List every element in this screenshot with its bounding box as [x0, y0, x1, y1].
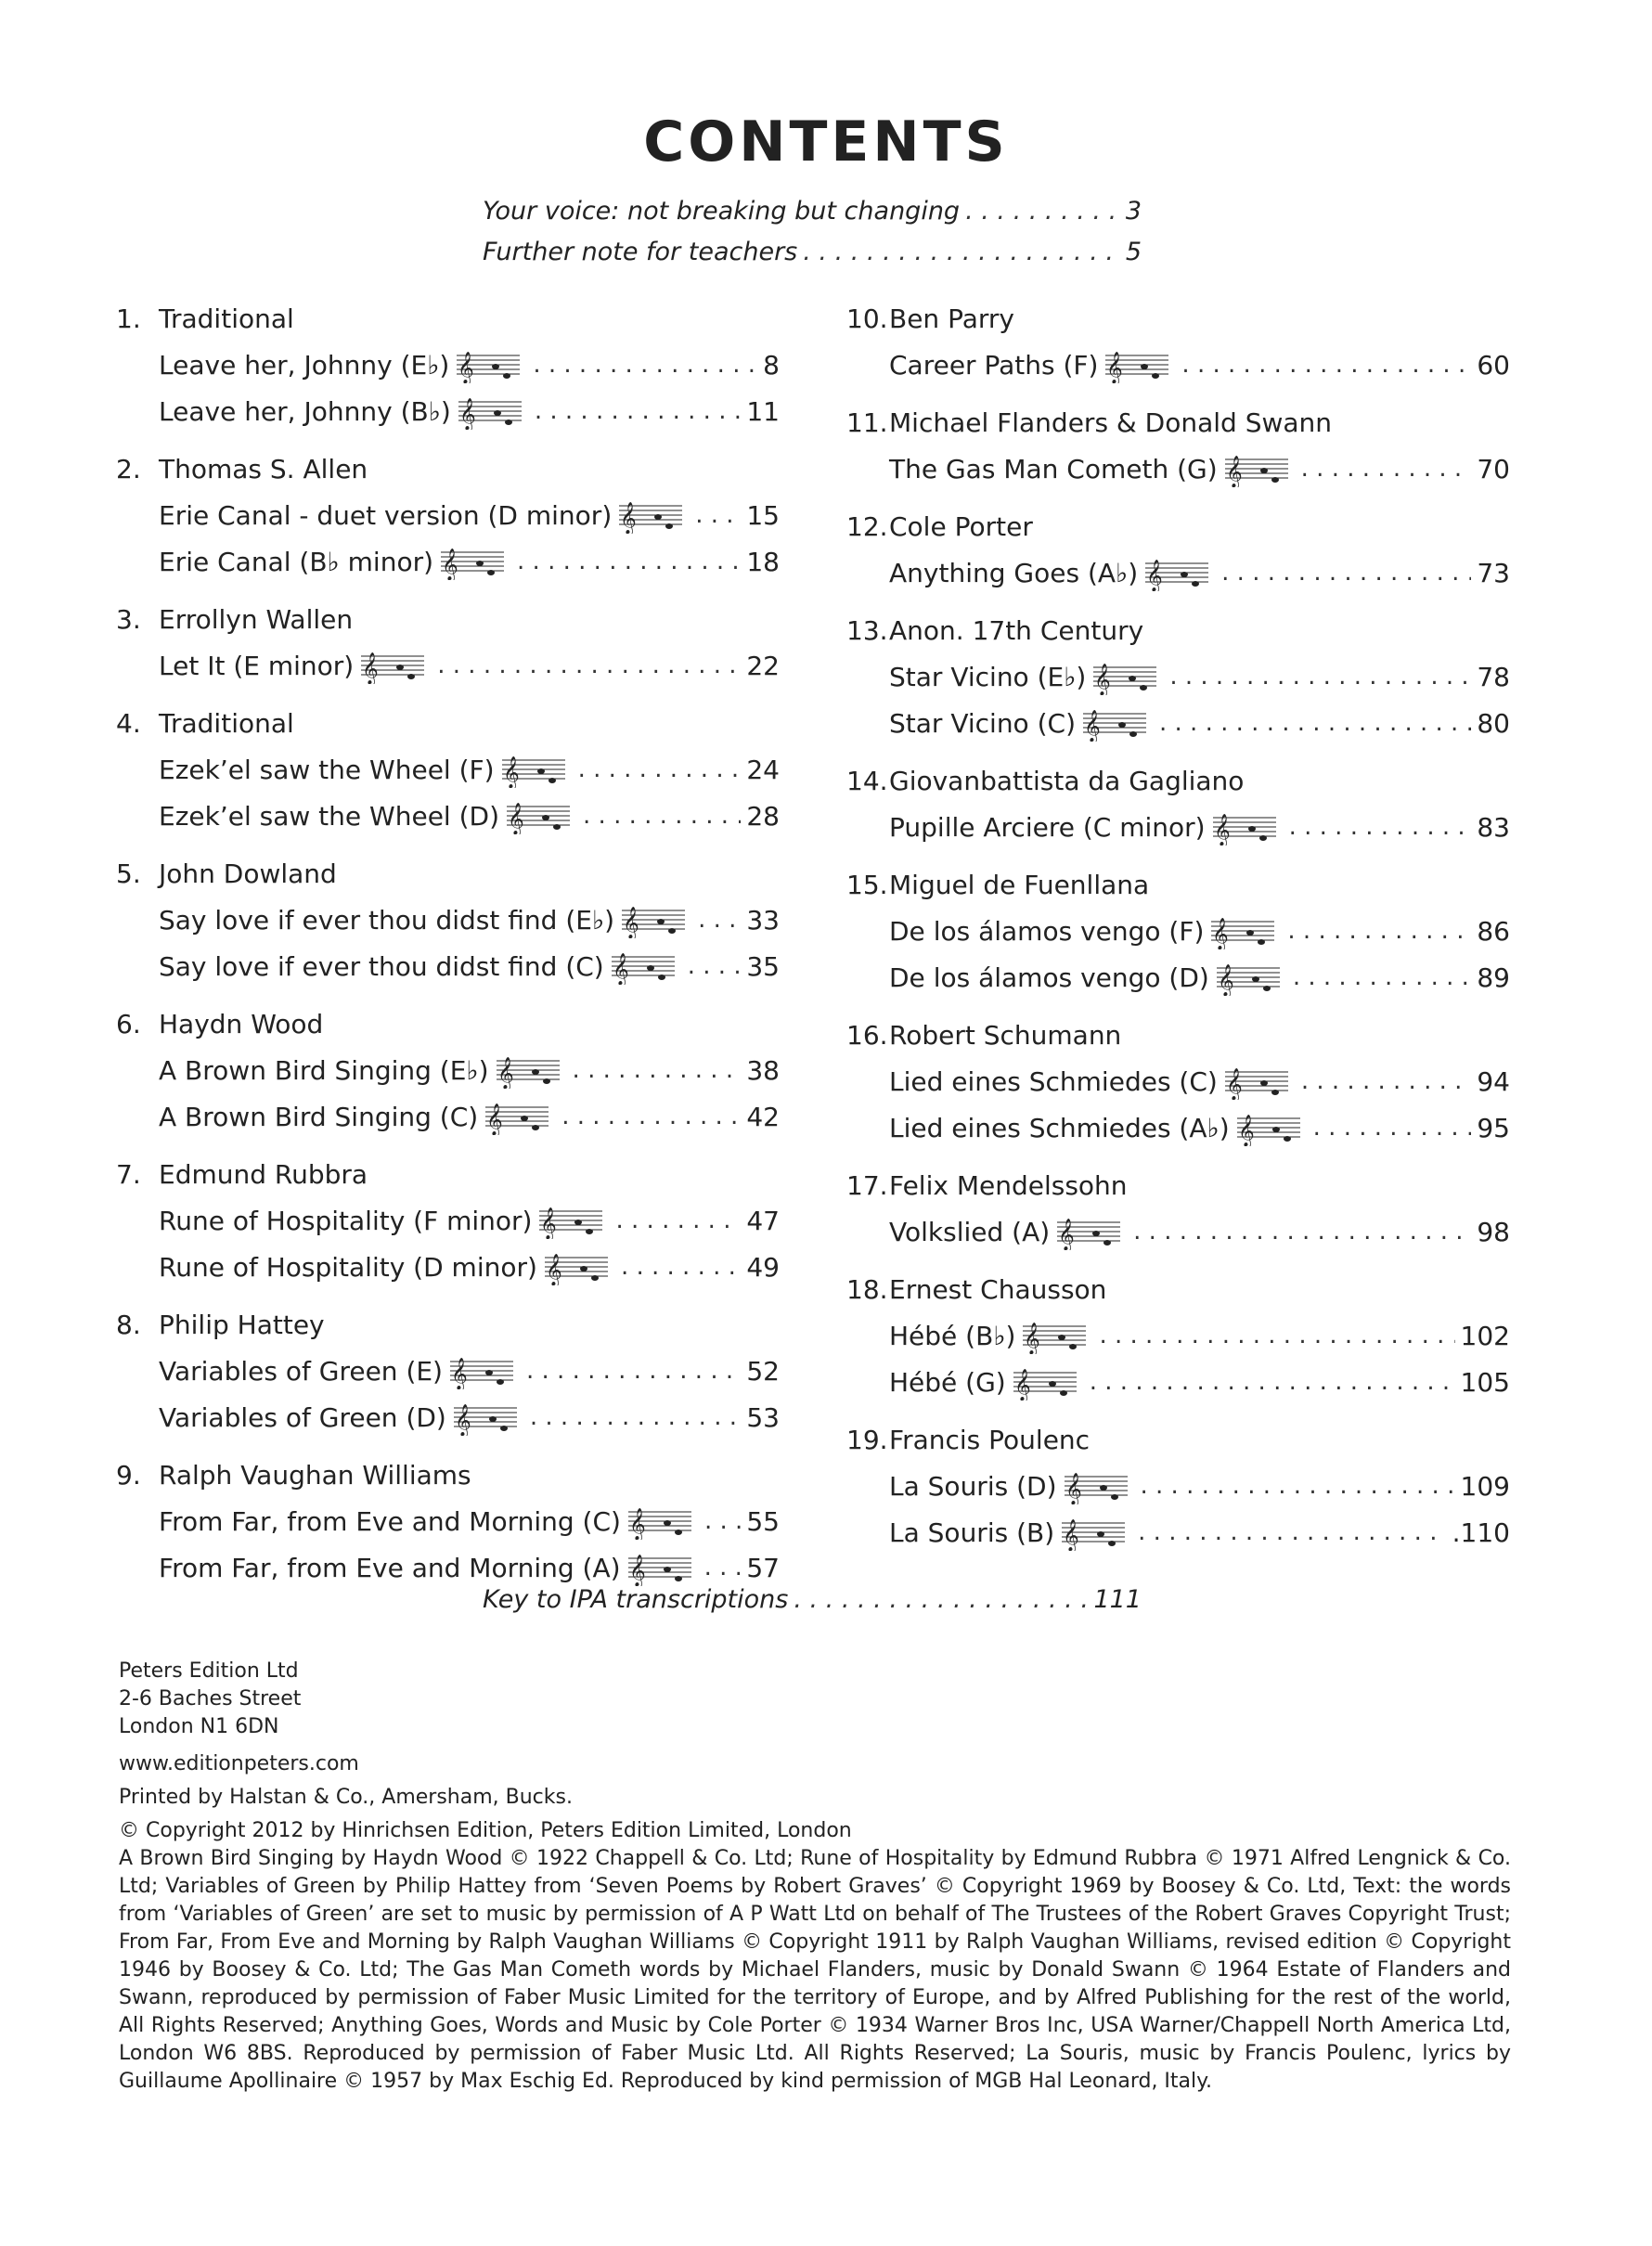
toc-page-number: 8: [763, 349, 780, 381]
toc-page-number: 94: [1477, 1065, 1510, 1097]
composer-name: Anon. 17th Century: [889, 614, 1144, 646]
publisher-street: 2-6 Baches Street: [119, 1687, 302, 1710]
toc-page-number: 49: [746, 1251, 780, 1283]
section-heading: [846, 295, 1510, 342]
piece-title: Leave her, Johnny (B♭): [159, 395, 451, 427]
section-number: 14.: [846, 765, 888, 796]
svg-text:𝄞: 𝄞: [1213, 814, 1231, 845]
piece-title: La Souris (D): [889, 1470, 1057, 1502]
dot-leader: [1159, 709, 1471, 737]
section-heading: [116, 1301, 780, 1348]
toc-intro-teachers[interactable]: [483, 238, 1142, 278]
section-number: 15.: [846, 869, 888, 900]
piece-title: Anything Goes (A♭): [889, 557, 1139, 588]
toc-page-number: 24: [746, 754, 780, 785]
toc-entry[interactable]: [889, 1312, 1510, 1359]
svg-text:𝄞: 𝄞: [442, 549, 458, 580]
toc-entry[interactable]: [889, 804, 1510, 850]
rights-notice: A Brown Bird Singing by Haydn Wood © 1922 Chappell & Co. Ltd; Rune of Hospitality by Edmund Rubbra © 1971 Alfred Lengnick & Co. Ltd; Variables of Green by Philip Hattey from ‘Seven Poems by Robert Graves’ © Copyright 1969 by Boosey & Co. Ltd, Text: the words from ‘Variables of Green’ are set to music by permission of A P Watt Ltd on behalf of The Trustees of the Robert Graves Copyright Trust; From Far, From Eve and Morning by Ralph Vaughan Williams © Copyright 1911 by Ralph Vaughan Williams, revised edition © Copyright 1946 by Boosey & Co. Ltd; The Gas Man Cometh words by Michael Flanders, music by Donald Swann © 1964 Estate of Flanders and Swann, reproduced by permission of Faber Music Limited for the territory of Europe, and by Alfred Publishing for the rest of the world, All Rights Reserved; Anything Goes, Words and Music by Cole Porter © 1934 Warner Bros Inc, USA Warner/Chappell North America Ltd, London W6 8BS. Reproduced by permission of Faber Music Ltd. All Rights Reserved; La Souris, music by Francis Poulenc, lyrics by Guillaume Apollinaire © 1957 by Max Eschig Ed. Reproduced by kind permission of MGB Hal Leonard, Italy.: [119, 1847, 1511, 2093]
toc-page-number: 11: [746, 395, 780, 427]
clef-stave-icon: [1225, 1063, 1288, 1100]
piece-title: De los álamos vengo (D): [889, 962, 1209, 993]
piece-title: From Far, from Eve and Morning (A): [159, 1552, 621, 1583]
piece-title: Lied eines Schmiedes (C): [889, 1065, 1218, 1097]
dot-leader: [561, 1103, 741, 1130]
piece-title: Hébé (B♭): [889, 1320, 1016, 1351]
section-heading: [846, 1416, 1510, 1463]
toc-page-number: 95: [1477, 1112, 1510, 1143]
piece-title: Rune of Hospitality (F minor): [159, 1205, 533, 1236]
copyright-line: © Copyright 2012 by Hinrichsen Edition, Peters Edition Limited, London: [119, 1819, 852, 1842]
toc-entry[interactable]: [159, 1544, 780, 1591]
piece-title: Variables of Green (E): [159, 1355, 443, 1387]
svg-text:𝄞: 𝄞: [1065, 1473, 1082, 1504]
section-number: 19.: [846, 1424, 888, 1455]
section-number: 13.: [846, 614, 888, 646]
contents-section: [846, 1162, 1510, 1255]
section-heading: [116, 1000, 780, 1047]
piece-title: Leave her, Johnny (E♭): [159, 349, 450, 381]
section-heading: [116, 1151, 780, 1197]
dot-leader: [688, 952, 742, 980]
toc-intro-voice[interactable]: [483, 197, 1142, 238]
svg-text:𝄞: 𝄞: [612, 953, 629, 985]
toc-page-number: 5: [1125, 238, 1142, 266]
section-number: 18.: [846, 1273, 888, 1305]
dot-leader: [794, 1585, 1088, 1614]
svg-text:𝄞: 𝄞: [1217, 964, 1234, 996]
dot-leader: [578, 755, 742, 783]
clef-stave-icon: [1013, 1363, 1077, 1401]
section-heading: [116, 445, 780, 492]
svg-text:𝄞: 𝄞: [458, 352, 475, 383]
piece-title: Lied eines Schmiedes (A♭): [889, 1112, 1230, 1143]
piece-title: La Souris (B): [889, 1517, 1055, 1548]
dot-leader: [573, 1056, 742, 1084]
svg-text:𝄞: 𝄞: [1225, 1068, 1243, 1100]
toc-page-number: 73: [1477, 557, 1510, 588]
page-title: CONTENTS: [643, 110, 1009, 174]
dot-leader: [695, 501, 741, 529]
toc-page-number: 57: [746, 1552, 780, 1583]
section-heading: [116, 1452, 780, 1498]
section-number: 11.: [846, 407, 888, 438]
section-number: 10.: [846, 303, 888, 334]
dot-leader: [535, 397, 742, 425]
piece-title: Erie Canal - duet version (D minor): [159, 499, 613, 531]
section-heading: [846, 1162, 1510, 1208]
dot-leader: [1169, 663, 1471, 691]
contents-section: [846, 1012, 1510, 1151]
composer-name: Philip Hattey: [159, 1309, 325, 1340]
section-number: 17.: [846, 1169, 888, 1201]
dot-leader: [1181, 351, 1471, 379]
piece-title: Pupille Arciere (C minor): [889, 811, 1206, 843]
dot-leader: [437, 652, 741, 679]
contents-section: [116, 295, 780, 434]
svg-text:𝄞: 𝄞: [1013, 1369, 1031, 1401]
piece-title: A Brown Bird Singing (C): [159, 1101, 479, 1132]
clef-stave-icon: [1062, 1514, 1125, 1551]
toc-page-number: 98: [1477, 1216, 1510, 1247]
publisher-city: London N1 6DN: [119, 1715, 279, 1738]
svg-text:𝄞: 𝄞: [362, 652, 379, 684]
toc-page-number: 109: [1460, 1470, 1510, 1502]
svg-text:𝄞: 𝄞: [458, 398, 476, 430]
composer-name: Haydn Wood: [159, 1008, 324, 1039]
toc-page-number: 35: [746, 950, 780, 982]
svg-text:𝄞: 𝄞: [1063, 1519, 1079, 1551]
toc-entry[interactable]: [159, 1498, 780, 1544]
svg-text:𝄞: 𝄞: [628, 1555, 646, 1586]
clef-stave-icon: [441, 543, 504, 580]
svg-text:𝄞: 𝄞: [540, 1207, 558, 1239]
piece-title: Ezek’el saw the Wheel (F): [159, 754, 495, 785]
contents-section: [116, 1151, 780, 1290]
clef-stave-icon: [454, 1399, 517, 1436]
dot-leader: [1141, 1472, 1455, 1500]
contents-section: [846, 757, 1510, 850]
section-heading: [846, 503, 1510, 549]
composer-name: Cole Porter: [889, 510, 1033, 542]
section-heading: [846, 1012, 1510, 1058]
dot-leader: [1289, 813, 1472, 841]
clef-stave-icon: [1065, 1467, 1128, 1504]
composer-name: Errollyn Wallen: [159, 603, 354, 635]
printer-line: Printed by Halstan & Co., Amersham, Bucks.: [119, 1786, 573, 1809]
contents-section: [116, 1301, 780, 1440]
dot-leader: [615, 1207, 741, 1234]
contents-section: [846, 861, 1510, 1000]
piece-title: Volkslied (A): [889, 1216, 1051, 1247]
clef-stave-icon: [1211, 912, 1274, 949]
toc-page-number: 53: [746, 1401, 780, 1433]
toc-entry[interactable]: [889, 1058, 1510, 1104]
toc-entry[interactable]: [159, 1394, 780, 1440]
toc-page-number: 28: [746, 800, 780, 832]
toc-entry[interactable]: [159, 342, 780, 388]
piece-title: A Brown Bird Singing (E♭): [159, 1054, 489, 1086]
toc-entry[interactable]: [159, 1197, 780, 1244]
toc-intro-label: Further note for teachers: [483, 238, 798, 266]
section-number: 1.: [116, 303, 141, 334]
piece-title: De los álamos vengo (F): [889, 915, 1205, 947]
toc-entry[interactable]: [889, 1463, 1510, 1509]
section-number: 7.: [116, 1158, 141, 1190]
section-heading: [846, 399, 1510, 445]
dot-leader: [1221, 559, 1471, 587]
toc-entry[interactable]: [159, 746, 780, 793]
svg-text:𝄞: 𝄞: [450, 1358, 468, 1389]
composer-name: Robert Schumann: [889, 1019, 1122, 1051]
piece-title: Say love if ever thou didst find (C): [159, 950, 604, 982]
clef-stave-icon: [1093, 658, 1156, 695]
section-number: 8.: [116, 1309, 141, 1340]
clef-stave-icon: [612, 948, 675, 985]
toc-entry[interactable]: [889, 445, 1510, 492]
section-heading: [116, 596, 780, 642]
composer-name: Michael Flanders & Donald Swann: [889, 407, 1333, 438]
clef-stave-icon: [361, 647, 424, 684]
clef-stave-icon: [1057, 1213, 1120, 1250]
contents-section: [116, 700, 780, 839]
contents-column-right: [846, 295, 1510, 1567]
section-number: 12.: [846, 510, 888, 542]
toc-entry[interactable]: [159, 642, 780, 689]
dot-leader: [583, 802, 741, 830]
piece-title: Erie Canal (B♭ minor): [159, 546, 434, 577]
dot-leader: [530, 1403, 742, 1431]
toc-page-number: 60: [1477, 349, 1510, 381]
contents-section: [116, 1452, 780, 1591]
publisher-website[interactable]: www.editionpeters.com: [119, 1752, 359, 1775]
contents-section: [846, 503, 1510, 596]
piece-title: From Far, from Eve and Morning (C): [159, 1505, 621, 1537]
svg-text:𝄞: 𝄞: [497, 1057, 514, 1089]
section-number: 5.: [116, 858, 141, 889]
toc-page-number: 78: [1477, 661, 1510, 692]
composer-name: Ralph Vaughan Williams: [159, 1459, 471, 1491]
dot-leader: [803, 238, 1120, 266]
clef-stave-icon: [497, 1052, 560, 1089]
dot-leader: [1133, 1218, 1471, 1246]
toc-entry[interactable]: [889, 1208, 1510, 1255]
toc-page-number: 83: [1477, 811, 1510, 843]
toc-key-ipa[interactable]: [483, 1585, 1142, 1626]
clef-stave-icon: [507, 797, 570, 834]
composer-name: Miguel de Fuenllana: [889, 869, 1150, 900]
toc-page-number: 111: [1093, 1585, 1142, 1614]
dot-leader: [1099, 1322, 1454, 1349]
toc-entry[interactable]: [159, 943, 780, 989]
toc-intro-label: Your voice: not breaking but changing: [483, 197, 961, 226]
composer-name: John Dowland: [159, 858, 337, 889]
publisher-name: Peters Edition Ltd: [119, 1659, 299, 1683]
piece-title: Star Vicino (E♭): [889, 661, 1087, 692]
clef-stave-icon: [628, 1503, 691, 1540]
svg-text:𝄞: 𝄞: [1146, 560, 1163, 591]
contents-section: [116, 596, 780, 689]
piece-title: Ezek’el saw the Wheel (D): [159, 800, 500, 832]
piece-title: Variables of Green (D): [159, 1401, 446, 1433]
clef-stave-icon: [628, 1549, 691, 1586]
toc-page-number: 55: [746, 1505, 780, 1537]
clef-stave-icon: [1225, 450, 1288, 487]
svg-text:𝄞: 𝄞: [1058, 1219, 1075, 1250]
piece-title: Hébé (G): [889, 1366, 1006, 1398]
toc-entry[interactable]: [159, 492, 780, 538]
toc-entry[interactable]: [889, 1509, 1510, 1555]
dot-leader: [621, 1253, 741, 1281]
publisher-address: [119, 1658, 1511, 1741]
clef-stave-icon: [458, 393, 522, 430]
svg-text:𝄞: 𝄞: [508, 803, 524, 834]
toc-entry[interactable]: [159, 793, 780, 839]
svg-text:𝄞: 𝄞: [1084, 710, 1101, 742]
contents-section: [116, 445, 780, 585]
contents-section: [116, 1000, 780, 1140]
toc-page-number: 70: [1477, 453, 1510, 484]
toc-entry[interactable]: [889, 700, 1510, 746]
dot-leader: [965, 197, 1120, 226]
toc-page-number: .110: [1452, 1517, 1510, 1548]
section-heading: [846, 1266, 1510, 1312]
dot-leader: [517, 548, 741, 575]
svg-text:𝄞: 𝄞: [1212, 918, 1230, 949]
toc-page-number: 52: [746, 1355, 780, 1387]
clef-stave-icon: [539, 1202, 602, 1239]
toc-page-number: 18: [746, 546, 780, 577]
clef-stave-icon: [1237, 1109, 1300, 1146]
clef-stave-icon: [619, 497, 682, 534]
piece-title: Rune of Hospitality (D minor): [159, 1251, 537, 1283]
piece-title: Let It (E minor): [159, 650, 355, 681]
contents-section: [116, 850, 780, 989]
toc-entry[interactable]: [159, 1093, 780, 1140]
section-heading: [846, 861, 1510, 908]
clef-stave-icon: [450, 1352, 513, 1389]
composer-name: Francis Poulenc: [889, 1424, 1091, 1455]
toc-page-number: 47: [746, 1205, 780, 1236]
clef-stave-icon: [1145, 554, 1208, 591]
composer-name: Giovanbattista da Gagliano: [889, 765, 1245, 796]
piece-title: The Gas Man Cometh (G): [889, 453, 1218, 484]
clef-stave-icon: [1217, 959, 1280, 996]
svg-text:𝄞: 𝄞: [1024, 1323, 1041, 1354]
toc-entry[interactable]: [159, 1047, 780, 1093]
toc-page-number: 15: [746, 499, 780, 531]
svg-text:𝄞: 𝄞: [1106, 352, 1124, 383]
dot-leader: [1293, 963, 1472, 991]
svg-text:𝄞: 𝄞: [1237, 1115, 1255, 1146]
svg-text:𝄞: 𝄞: [545, 1254, 562, 1285]
section-number: 4.: [116, 707, 141, 739]
section-heading: [116, 295, 780, 342]
svg-text:𝄞: 𝄞: [620, 502, 637, 534]
clef-stave-icon: [485, 1098, 549, 1135]
section-heading: [116, 700, 780, 746]
composer-name: Felix Mendelssohn: [889, 1169, 1128, 1201]
clef-stave-icon: [1083, 704, 1146, 742]
contents-section: [846, 1266, 1510, 1405]
dot-leader: [1313, 1114, 1472, 1142]
dot-leader: [1301, 1067, 1472, 1095]
contents-section: [846, 295, 1510, 388]
section-number: 6.: [116, 1008, 141, 1039]
svg-text:𝄞: 𝄞: [486, 1104, 503, 1135]
toc-entry[interactable]: [889, 653, 1510, 700]
section-number: 16.: [846, 1019, 888, 1051]
toc-page-number: 33: [746, 904, 780, 936]
composer-name: Traditional: [159, 303, 294, 334]
toc-entry[interactable]: [159, 388, 780, 434]
dot-leader: [526, 1357, 741, 1385]
svg-text:𝄞: 𝄞: [1094, 664, 1112, 695]
toc-entry[interactable]: [889, 908, 1510, 954]
piece-title: Say love if ever thou didst find (E♭): [159, 904, 615, 936]
composer-name: Thomas S. Allen: [159, 453, 368, 484]
toc-page-number: 89: [1477, 962, 1510, 993]
svg-text:𝄞: 𝄞: [1225, 456, 1243, 487]
dot-leader: [1301, 455, 1472, 483]
toc-entry[interactable]: [159, 538, 780, 585]
toc-entry[interactable]: [889, 342, 1510, 388]
toc-entry[interactable]: [159, 1244, 780, 1290]
piece-title: Career Paths (F): [889, 349, 1099, 381]
toc-page-number: 105: [1460, 1366, 1510, 1398]
clef-stave-icon: [1105, 346, 1168, 383]
section-heading: [116, 850, 780, 897]
toc-entry[interactable]: [889, 1359, 1510, 1405]
clef-stave-icon: [622, 901, 685, 938]
dot-leader: [1090, 1368, 1455, 1396]
svg-text:𝄞: 𝄞: [623, 907, 639, 938]
composer-name: Ernest Chausson: [889, 1273, 1107, 1305]
svg-text:𝄞: 𝄞: [502, 756, 520, 788]
piece-title: Star Vicino (C): [889, 707, 1076, 739]
composer-name: Traditional: [159, 707, 294, 739]
toc-page-number: 22: [746, 650, 780, 681]
toc-page-number: 86: [1477, 915, 1510, 947]
contents-section: [846, 399, 1510, 492]
composer-name: Ben Parry: [889, 303, 1014, 334]
toc-entry[interactable]: [159, 1348, 780, 1394]
svg-text:𝄞: 𝄞: [454, 1404, 471, 1436]
composer-name: Edmund Rubbra: [159, 1158, 368, 1190]
dot-leader: [704, 1507, 741, 1535]
contents-section: [846, 607, 1510, 746]
dot-leader: [704, 1554, 742, 1581]
clef-stave-icon: [1213, 808, 1276, 845]
dot-leader: [1138, 1518, 1447, 1546]
clef-stave-icon: [545, 1248, 608, 1285]
clef-stave-icon: [1023, 1317, 1086, 1354]
toc-entry[interactable]: [889, 954, 1510, 1000]
contents-column-left: [116, 295, 780, 1602]
dot-leader: [1287, 917, 1471, 945]
section-heading: [846, 757, 1510, 804]
dot-leader: [698, 906, 741, 934]
clef-stave-icon: [457, 346, 520, 383]
toc-entry[interactable]: [889, 1104, 1510, 1151]
section-number: 3.: [116, 603, 141, 635]
toc-entry[interactable]: [889, 549, 1510, 596]
toc-entry[interactable]: [159, 897, 780, 943]
clef-stave-icon: [502, 751, 565, 788]
dot-leader: [533, 351, 757, 379]
toc-page-number: 80: [1477, 707, 1510, 739]
toc-page-number: 42: [746, 1101, 780, 1132]
section-number: 2.: [116, 453, 141, 484]
svg-text:𝄞: 𝄞: [628, 1508, 646, 1540]
section-number: 9.: [116, 1459, 141, 1491]
toc-intro-label: Key to IPA transcriptions: [483, 1585, 789, 1614]
section-heading: [846, 607, 1510, 653]
toc-page-number: 38: [746, 1054, 780, 1086]
toc-page-number: 3: [1125, 197, 1142, 226]
contents-section: [846, 1416, 1510, 1555]
toc-page-number: 102: [1460, 1320, 1510, 1351]
